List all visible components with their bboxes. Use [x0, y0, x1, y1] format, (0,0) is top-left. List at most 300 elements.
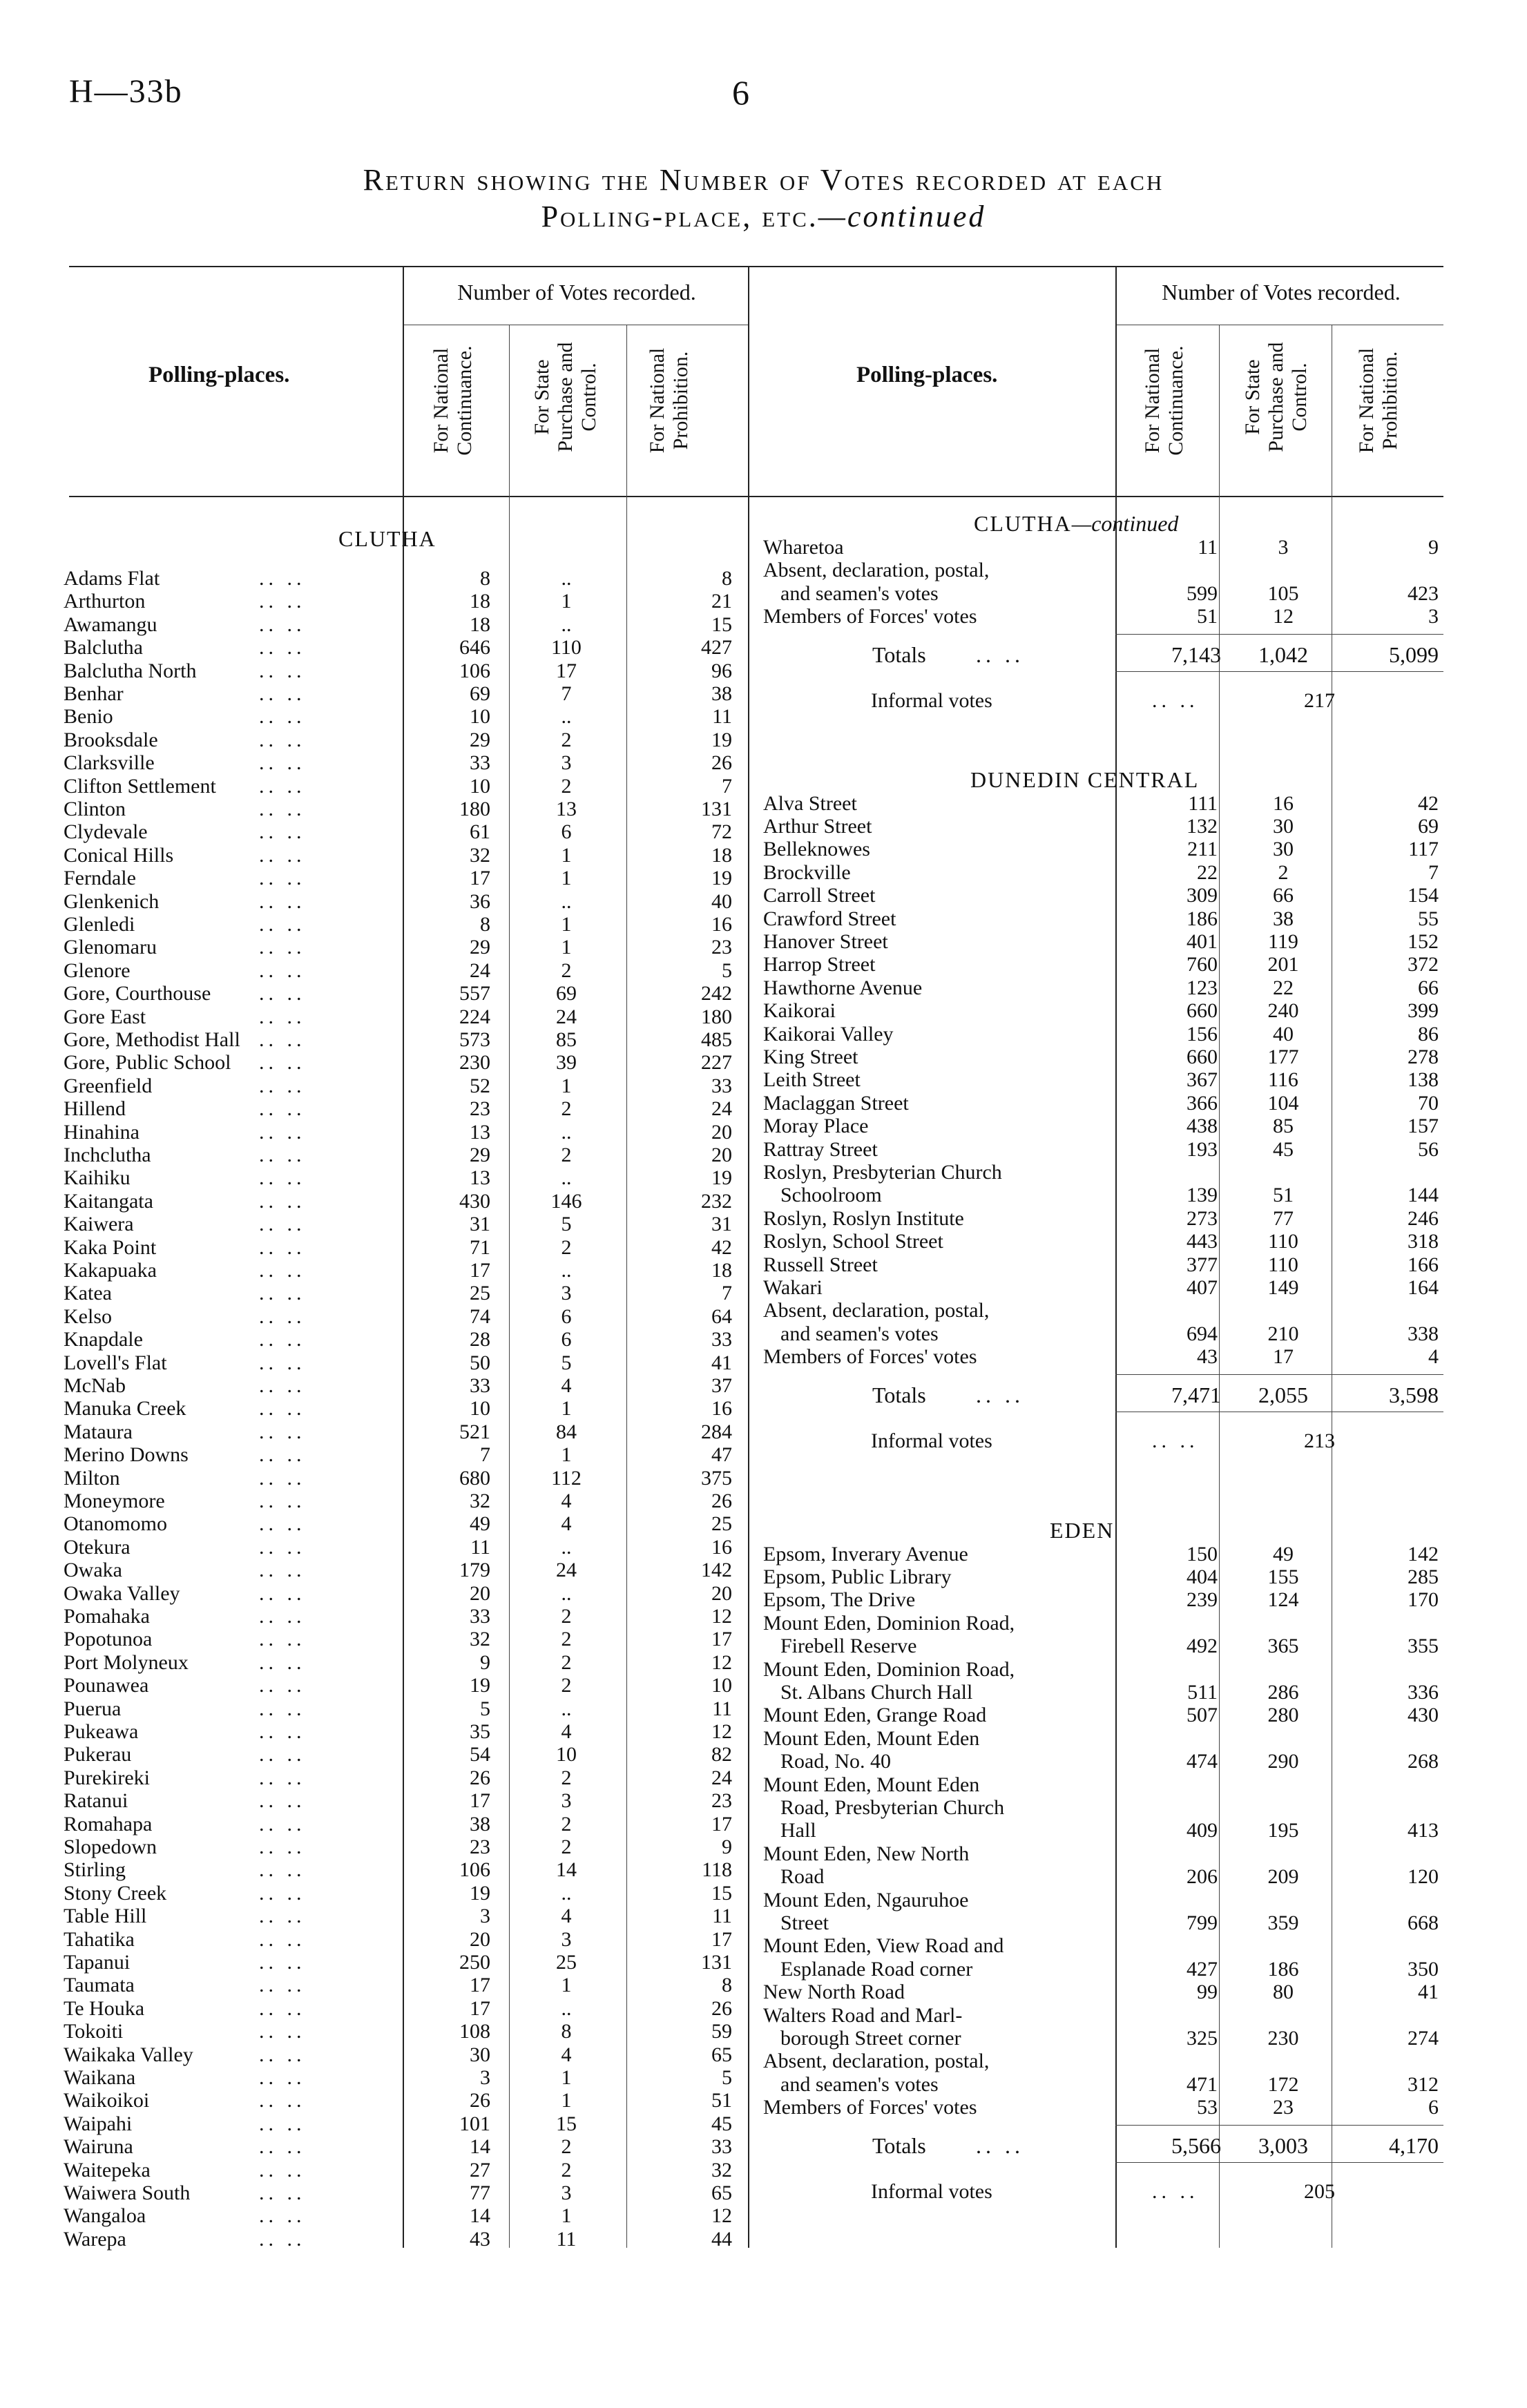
place-name: Kaihiku [64, 1166, 131, 1190]
votes-prohibition: 25 [711, 1512, 732, 1536]
eden-total-state-purchase: 3,003 [1258, 2132, 1308, 2158]
leader-dots: .. .. [259, 867, 306, 890]
votes-continuance: 409 [1187, 1819, 1218, 1842]
votes-continuance: 250 [459, 1951, 490, 1974]
votes-state-purchase: 1 [561, 867, 572, 890]
votes-prohibition: 38 [711, 682, 732, 705]
votes-continuance: 54 [470, 1743, 490, 1766]
votes-state-purchase: 3 [561, 1927, 572, 1951]
place-name: Epsom, The Drive [763, 1588, 916, 1612]
leader-dots: .. .. [259, 2020, 306, 2043]
votes-continuance: 5 [480, 1697, 490, 1720]
place-name: Hawthorne Avenue [763, 976, 923, 999]
votes-prohibition: 96 [711, 659, 732, 682]
votes-state-purchase: 2 [561, 1235, 572, 1259]
place-name: Table Hill [64, 1905, 147, 1928]
place-name: Crawford Street [763, 907, 896, 930]
votes-state-purchase: 359 [1267, 1911, 1299, 1934]
votes-continuance: 507 [1187, 1704, 1218, 1727]
place-name: Brockville [763, 860, 851, 884]
table-row [0, 1490, 748, 1512]
place-name: Benio [64, 705, 113, 729]
leader-dots: .. .. [259, 1282, 306, 1305]
clutha-cont-total-state-purchase: 1,042 [1258, 642, 1308, 667]
votes-prohibition: 668 [1408, 1911, 1439, 1934]
leader-dots: .. .. [259, 2204, 306, 2228]
place-name: McNab [64, 1374, 126, 1397]
votes-state-purchase: 85 [556, 1028, 577, 1051]
leader-dots: .. .. [259, 2066, 306, 2089]
votes-prohibition: 142 [701, 1559, 732, 1582]
place-name: Katea [64, 1282, 112, 1305]
votes-state-purchase: 2 [561, 728, 572, 751]
votes-prohibition: 10 [711, 1674, 732, 1697]
votes-state-purchase: 80 [1273, 1981, 1294, 2004]
votes-prohibition: 350 [1408, 1957, 1439, 1981]
votes-state-purchase: .. [561, 889, 572, 913]
votes-prohibition: 227 [701, 1051, 732, 1075]
table-row [0, 1720, 748, 1743]
votes-continuance: 27 [470, 2158, 490, 2181]
place-name: Romahapa [64, 1812, 153, 1836]
left-polling-places-header: Polling-places. [148, 363, 290, 387]
place-name-cont: borough Street corner [780, 2026, 961, 2050]
right-col2-h1: For State [1241, 359, 1264, 435]
votes-continuance: 694 [1187, 1322, 1218, 1345]
place-name-cont: and seamen's votes [780, 581, 939, 605]
votes-continuance: 31 [470, 1213, 490, 1236]
place-name: Kaikorai Valley [763, 1022, 894, 1046]
votes-prohibition: 12 [711, 1650, 732, 1674]
votes-prohibition: 72 [711, 820, 732, 844]
page-ref: H—33b [69, 73, 183, 110]
votes-state-purchase: 1 [561, 2066, 572, 2089]
votes-continuance: 49 [470, 1512, 490, 1536]
votes-state-purchase: 11 [556, 2227, 577, 2251]
votes-prohibition: 47 [711, 1443, 732, 1467]
place-name-cont: and seamen's votes [780, 2072, 939, 2096]
leader-dots: .. .. [259, 1905, 306, 1928]
votes-state-purchase: 210 [1267, 1322, 1299, 1345]
votes-prohibition: 11 [712, 1905, 732, 1928]
leader-dots: .. .. [259, 1397, 306, 1420]
votes-state-purchase: 195 [1267, 1819, 1299, 1842]
votes-continuance: 32 [470, 1490, 490, 1512]
votes-prohibition: 31 [711, 1213, 732, 1236]
votes-prohibition: 33 [711, 2135, 732, 2159]
votes-state-purchase: 2 [561, 1674, 572, 1697]
votes-prohibition: 23 [711, 936, 732, 959]
leader-dots: .. .. [259, 2089, 306, 2112]
table-row [0, 2020, 748, 2043]
table-row [0, 659, 748, 682]
votes-state-purchase: 2 [1278, 860, 1289, 884]
place-name: Waikoikoi [64, 2089, 150, 2112]
leader-dots: .. .. [259, 889, 306, 913]
votes-prohibition: 33 [711, 1074, 732, 1097]
place-name: Waiwera South [64, 2181, 191, 2204]
votes-prohibition: 86 [1418, 1022, 1439, 1046]
votes-state-purchase: 155 [1267, 1566, 1299, 1588]
left-group-header: Number of Votes recorded. [457, 280, 696, 305]
votes-prohibition: 45 [711, 2112, 732, 2135]
leader-dots: .. .. [259, 1144, 306, 1166]
table-row [0, 1467, 748, 1490]
table-row [0, 1259, 748, 1282]
dunedin-informal-value: 213 [1304, 1429, 1335, 1452]
place-name: Mount Eden, Dominion Road, [763, 1657, 1015, 1681]
right-col2-h3: Control. [1288, 363, 1311, 432]
votes-prohibition: 6 [1428, 2096, 1439, 2119]
votes-continuance: 239 [1187, 1588, 1218, 1612]
votes-prohibition: 20 [711, 1144, 732, 1166]
table-row [748, 976, 1446, 999]
clutha-cont-informal-row [748, 689, 1446, 712]
place-name: Gore East [64, 1005, 146, 1028]
place-name: Absent, declaration, postal, [763, 1299, 990, 1322]
votes-continuance: 132 [1187, 815, 1218, 838]
votes-continuance: 367 [1187, 1068, 1218, 1092]
votes-continuance: 32 [470, 843, 490, 867]
dunedin-section-name: DUNEDIN CENTRAL [970, 767, 1200, 792]
votes-prohibition: 15 [711, 1881, 732, 1905]
votes-prohibition: 485 [701, 1028, 732, 1051]
eden-totals-rule [1115, 2125, 1443, 2126]
dunedin-informal-label: Informal votes [871, 1429, 992, 1452]
table-row [0, 1213, 748, 1235]
place-name: Pukerau [64, 1743, 132, 1766]
place-name: Epsom, Public Library [763, 1566, 952, 1588]
votes-continuance: 52 [470, 1074, 490, 1097]
table-row [0, 844, 748, 867]
place-name: Hinahina [64, 1120, 140, 1144]
eden-total-prohibition: 4,170 [1389, 2132, 1439, 2158]
clutha-cont-informal-label: Informal votes [871, 688, 992, 712]
votes-continuance: 660 [1187, 1046, 1218, 1068]
votes-continuance: 377 [1187, 1253, 1218, 1276]
place-name: Wakari [763, 1276, 823, 1299]
votes-prohibition: 41 [711, 1351, 732, 1374]
place-name: Mount Eden, Dominion Road, [763, 1611, 1015, 1635]
votes-continuance: 10 [470, 774, 490, 798]
votes-prohibition: 16 [711, 1535, 732, 1559]
table-row [0, 890, 748, 913]
votes-continuance: 309 [1187, 884, 1218, 907]
table-row [0, 798, 748, 820]
place-name: Clydevale [64, 820, 148, 844]
votes-prohibition: 312 [1408, 2072, 1439, 2096]
leader-dots: .. .. [259, 1628, 306, 1651]
place-name: Conical Hills [64, 843, 174, 867]
votes-state-purchase: 124 [1267, 1588, 1299, 1612]
title-line-2 [0, 199, 1527, 234]
votes-state-purchase: 7 [561, 682, 572, 705]
votes-state-purchase: 15 [556, 2112, 577, 2135]
place-name: Russell Street [763, 1253, 878, 1276]
table-row [748, 1704, 1446, 1726]
table-row [0, 1628, 748, 1650]
votes-state-purchase: 110 [1268, 1253, 1298, 1276]
votes-continuance: 106 [459, 659, 490, 682]
right-col2-header-text [1241, 318, 1312, 483]
eden-totals-label: Totals [872, 2132, 926, 2158]
votes-continuance: 28 [470, 1328, 490, 1351]
votes-continuance: 14 [470, 2135, 490, 2159]
votes-continuance: 680 [459, 1466, 490, 1490]
eden-totals-row [748, 2132, 1446, 2158]
votes-prohibition: 170 [1408, 1588, 1439, 1612]
votes-continuance: 11 [470, 1535, 490, 1559]
clutha-cont-total-continuance: 7,143 [1171, 642, 1221, 667]
votes-prohibition: 17 [711, 1812, 732, 1836]
table-row [748, 536, 1446, 559]
table-row [0, 1097, 748, 1120]
votes-state-purchase: 230 [1267, 2026, 1299, 2050]
place-name: Hillend [64, 1097, 126, 1121]
votes-continuance: 150 [1187, 1542, 1218, 1566]
table-row [748, 1588, 1446, 1611]
dunedin-informal-row [748, 1429, 1446, 1452]
place-name: Pounawea [64, 1674, 149, 1697]
table-row [0, 1121, 748, 1144]
dunedin-total-continuance: 7,471 [1171, 1382, 1221, 1407]
votes-continuance: 99 [1197, 1981, 1218, 2004]
leader-dots: .. .. [259, 1559, 306, 1582]
place-name: Harrop Street [763, 953, 876, 976]
place-name: Clifton Settlement [64, 774, 216, 798]
votes-prohibition: 9 [1428, 536, 1439, 559]
votes-prohibition: 232 [701, 1189, 732, 1213]
leader-dots: .. .. [259, 613, 306, 636]
votes-state-purchase: .. [561, 567, 572, 590]
votes-prohibition: 242 [701, 982, 732, 1005]
place-name: Gore, Courthouse [64, 982, 211, 1005]
leader-dots: .. .. [259, 1028, 306, 1051]
votes-continuance: 26 [470, 1766, 490, 1789]
votes-continuance: 13 [470, 1120, 490, 1144]
votes-prohibition: 284 [701, 1420, 732, 1443]
place-name: Kaikorai [763, 999, 836, 1023]
table-row [0, 1420, 748, 1443]
votes-prohibition: 7 [722, 774, 732, 798]
votes-prohibition: 5 [722, 2066, 732, 2089]
leader-dots: .. .. [259, 1858, 306, 1882]
votes-prohibition: 430 [1408, 1704, 1439, 1727]
leader-dots: .. .. [976, 2132, 1024, 2158]
leader-dots: .. .. [259, 636, 306, 659]
table-row [0, 705, 748, 728]
place-name: Mount Eden, Grange Road [763, 1704, 987, 1727]
place-name: Awamangu [64, 613, 157, 636]
votes-state-purchase: 39 [556, 1051, 577, 1075]
votes-state-purchase: 85 [1273, 1115, 1294, 1138]
votes-state-purchase: 12 [1273, 605, 1294, 628]
place-name: Otekura [64, 1535, 131, 1559]
votes-continuance: 50 [470, 1351, 490, 1374]
place-name: Hanover Street [763, 930, 888, 953]
votes-prohibition: 19 [711, 867, 732, 890]
place-name: Pomahaka [64, 1605, 150, 1628]
votes-state-purchase: 4 [561, 1374, 572, 1397]
votes-prohibition: 142 [1408, 1542, 1439, 1566]
votes-state-purchase: 3 [1278, 536, 1289, 559]
votes-continuance: 7 [480, 1443, 490, 1467]
table-row [0, 2228, 748, 2251]
votes-prohibition: 12 [711, 2204, 732, 2228]
votes-state-purchase: 49 [1273, 1542, 1294, 1566]
place-name: Balclutha North [64, 659, 197, 682]
header-top-rule [69, 266, 1443, 267]
votes-continuance: 29 [470, 728, 490, 751]
place-name: Mount Eden, View Road and [763, 1934, 1004, 1958]
votes-state-purchase: 1 [561, 1974, 572, 1997]
table-row [748, 884, 1446, 907]
votes-state-purchase: 4 [561, 1720, 572, 1743]
table-row [748, 1611, 1446, 1658]
leader-dots: .. .. [259, 1097, 306, 1121]
votes-continuance: 760 [1187, 953, 1218, 976]
votes-prohibition: 66 [1418, 976, 1439, 999]
place-name: Waikana [64, 2066, 136, 2089]
table-row [0, 1905, 748, 1927]
votes-prohibition: 15 [711, 613, 732, 636]
table-row [0, 936, 748, 959]
votes-continuance: 474 [1187, 1750, 1218, 1773]
votes-continuance: 492 [1187, 1635, 1218, 1658]
votes-continuance: 18 [470, 590, 490, 613]
votes-prohibition: 41 [1418, 1981, 1439, 2004]
clutha-cont-section-title [974, 511, 1178, 537]
votes-continuance: 660 [1187, 999, 1218, 1023]
leader-dots: .. .. [259, 1535, 306, 1559]
votes-continuance: 51 [1197, 605, 1218, 628]
votes-continuance: 179 [459, 1559, 490, 1582]
place-name: Knapdale [64, 1328, 143, 1351]
votes-prohibition: 42 [711, 1235, 732, 1259]
place-name: Mount Eden, Mount Eden [763, 1726, 980, 1750]
votes-state-purchase: 119 [1268, 930, 1298, 953]
table-row [0, 567, 748, 590]
table-row [748, 1842, 1446, 1889]
leader-dots: .. .. [259, 1789, 306, 1813]
votes-continuance: 427 [1187, 1957, 1218, 1981]
votes-state-purchase: .. [561, 1259, 572, 1282]
votes-state-purchase: 290 [1267, 1750, 1299, 1773]
place-name: Glenledi [64, 913, 135, 936]
place-name: Tapanui [64, 1951, 131, 1974]
votes-prohibition: 82 [711, 1743, 732, 1766]
table-row [748, 1773, 1446, 1842]
left-col2-h3: Control. [577, 363, 600, 432]
votes-prohibition: 21 [711, 590, 732, 613]
votes-continuance: 24 [470, 959, 490, 982]
votes-state-purchase: 3 [561, 1282, 572, 1305]
table-row [0, 1166, 748, 1189]
votes-prohibition: 32 [711, 2158, 732, 2181]
table-row [748, 2096, 1446, 2119]
votes-continuance: 799 [1187, 1911, 1218, 1934]
votes-continuance: 230 [459, 1051, 490, 1075]
place-name: Tahatika [64, 1927, 135, 1951]
place-name: Glenore [64, 959, 131, 982]
place-name: Gore, Public School [64, 1051, 231, 1075]
dunedin-section-title [970, 767, 1199, 793]
place-name-cont: Esplanade Road corner [780, 1957, 973, 1981]
title-continued: —continued [818, 200, 986, 233]
votes-continuance: 101 [459, 2112, 490, 2135]
leader-dots: .. .. [259, 1927, 306, 1951]
votes-continuance: 33 [470, 751, 490, 775]
votes-prohibition: 33 [711, 1328, 732, 1351]
table-row [748, 792, 1446, 815]
place-name: Pukeawa [64, 1720, 139, 1743]
votes-prohibition: 338 [1408, 1322, 1439, 1345]
place-name: Adams Flat [64, 567, 160, 590]
table-row [0, 1282, 748, 1304]
votes-prohibition: 8 [722, 1974, 732, 1997]
votes-state-purchase: 4 [561, 2043, 572, 2066]
table-row [748, 1092, 1446, 1115]
table-row [0, 1397, 748, 1420]
votes-state-purchase: 10 [556, 1743, 577, 1766]
eden-section-title [1050, 1518, 1114, 1543]
place-name: Moneymore [64, 1490, 165, 1512]
votes-state-purchase: 146 [550, 1189, 582, 1213]
votes-state-purchase: 2 [561, 1605, 572, 1628]
leader-dots: .. .. [259, 1120, 306, 1144]
clutha-cont-informal-value: 217 [1304, 688, 1335, 712]
table-row [0, 2135, 748, 2158]
place-name: Absent, declaration, postal, [763, 559, 990, 582]
place-name: Inchclutha [64, 1144, 151, 1166]
leader-dots: .. .. [259, 1490, 306, 1512]
votes-prohibition: 9 [722, 1836, 732, 1858]
leader-dots: .. .. [259, 1235, 306, 1259]
votes-prohibition: 40 [711, 889, 732, 913]
table-row [748, 907, 1446, 930]
place-name-cont: and seamen's votes [780, 1322, 939, 1345]
place-name: Glenomaru [64, 936, 157, 959]
table-row [748, 559, 1446, 605]
votes-state-purchase: 110 [1268, 1230, 1298, 1253]
table-row [0, 2181, 748, 2204]
leader-dots: .. .. [259, 1304, 306, 1328]
leader-dots: .. .. [259, 1074, 306, 1097]
place-name: Owaka Valley [64, 1581, 180, 1605]
place-name: Gore, Methodist Hall [64, 1028, 240, 1051]
table-row [0, 1236, 748, 1259]
table-row [0, 1075, 748, 1097]
leader-dots: .. .. [259, 2227, 306, 2251]
votes-state-purchase: 1 [561, 1443, 572, 1467]
place-name: Glenkenich [64, 889, 160, 913]
place-name: Waikaka Valley [64, 2043, 193, 2066]
clutha-cont-totals-row [748, 644, 1446, 666]
leader-dots: .. .. [259, 1743, 306, 1766]
votes-prohibition: 19 [711, 728, 732, 751]
place-name-cont: Road, Presbyterian Church [780, 1795, 1005, 1819]
place-name: Greenfield [64, 1074, 153, 1097]
votes-continuance: 43 [470, 2227, 490, 2251]
votes-state-purchase: 177 [1267, 1046, 1299, 1068]
eden-informal-value: 205 [1304, 2179, 1335, 2203]
leader-dots: .. .. [259, 1881, 306, 1905]
table-row [748, 953, 1446, 976]
votes-state-purchase: 14 [556, 1858, 577, 1882]
leader-dots: .. .. [259, 2112, 306, 2135]
votes-state-purchase: 40 [1273, 1022, 1294, 1046]
votes-prohibition: 70 [1418, 1091, 1439, 1115]
